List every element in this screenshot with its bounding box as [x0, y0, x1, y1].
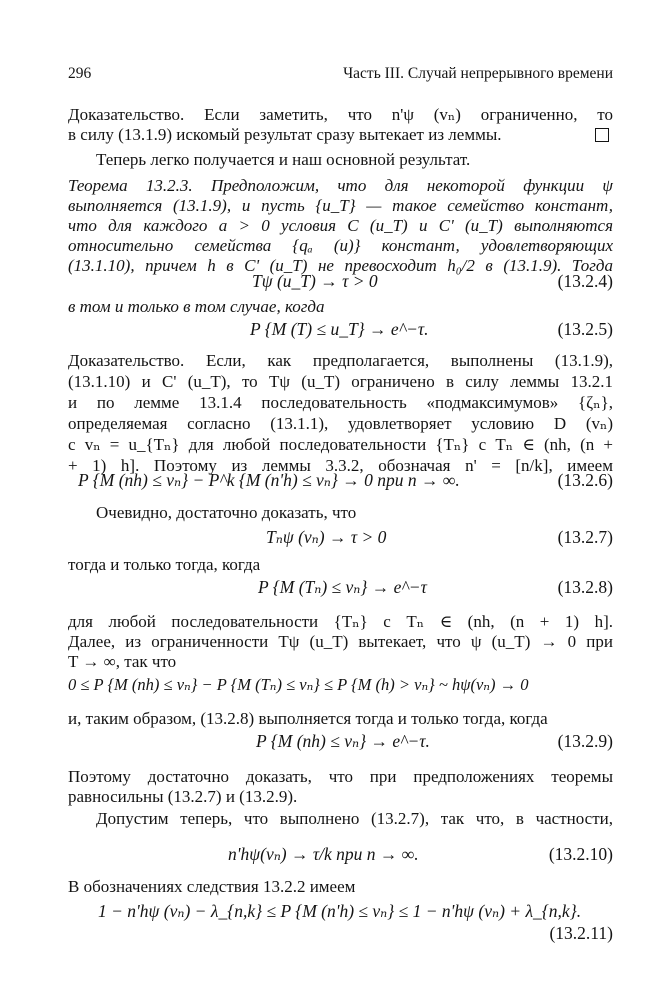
- equation-formula: Tₙψ (vₙ) → τ > 0: [266, 527, 387, 547]
- equation-formula: n'hψ(vₙ) → τ/k при n → ∞.: [228, 844, 419, 864]
- equation-formula: 0 ≤ P {M (nh) ≤ vₙ} − P {M (Tₙ) ≤ vₙ} ≤ P {M (h) > vₙ} ~ hψ(vₙ) → 0: [68, 675, 529, 694]
- equation-number: (13.2.10): [548, 844, 613, 864]
- equation-13-2-6: [68, 467, 613, 493]
- running-title: Часть III. Случай непрерывного времени: [343, 65, 613, 82]
- equation-number: (13.2.11): [549, 923, 613, 943]
- proof2-line-3: и по лемме 13.1.4 последовательность «подмаксимумов» {ζₙ},: [68, 393, 613, 412]
- equation-number: (13.2.7): [557, 527, 613, 547]
- intro-main-result: Теперь легко получается и наш основной результат.: [96, 150, 471, 169]
- equation-formula: 1 − n'hψ (vₙ) − λ_{n,k} ≤ P {M (n'h) ≤ vₙ} ≤ 1 − n'hψ (vₙ) + λ_{n,k}.: [98, 901, 582, 921]
- theorem-line-5: (13.1.10), причем h в C' (u_T) не превосходит h₀/2 в (13.1.9). Тогда: [68, 256, 613, 275]
- equation-13-2-4: [68, 268, 613, 294]
- proof2-line-1: Доказательство. Если, как предполагается, выполнены (13.1.9),: [68, 351, 613, 370]
- equation-number: (13.2.5): [557, 319, 613, 339]
- equation-formula: Tψ (u_T) → τ > 0: [252, 271, 378, 291]
- equation-13-2-8: [68, 574, 613, 600]
- equation-formula: P {M (nh) ≤ vₙ} − P^k {M (n'h) ≤ vₙ} → 0 при n → ∞.: [78, 470, 460, 490]
- proof-line-1: Доказательство. Если заметить, что n'ψ (vₙ) ограниченно, то: [68, 105, 613, 124]
- theorem-line-2: выполняется (13.1.9), и пусть {u_T} — такое семейство констант,: [68, 196, 613, 215]
- proof2-line-6: + 1) h]. Поэтому из леммы 3.3.2, обозначая n' = [n/k], имеем: [68, 456, 613, 475]
- conclusion-text: и, таким образом, (13.2.8) выполняется тогда и только тогда, когда: [68, 709, 548, 728]
- equation-13-2-7: [68, 524, 613, 550]
- equation-formula: P {M (T) ≤ u_T} → e^−τ.: [250, 319, 429, 339]
- theorem-13-2-3-line-1: Теорема 13.2.3. Предположим, что для некоторой функции ψ: [68, 176, 613, 195]
- equation-13-2-10: [68, 833, 613, 869]
- equation-number: (13.2.9): [557, 731, 613, 751]
- assume-text: Допустим теперь, что выполнено (13.2.7), так что, в частности,: [96, 809, 613, 828]
- sufficient-text: Очевидно, достаточно доказать, что: [96, 503, 357, 522]
- equation-number: (13.2.6): [557, 470, 613, 490]
- theorem-line-4: относительно семейства {qₐ (u)} констант, удовлетворяющих: [68, 236, 613, 255]
- theorem-line-3: что для каждого a > 0 условия C (u_T) и C' (u_T) выполняются: [68, 216, 613, 235]
- proof2-line-5: с vₙ = u_{Tₙ} для любой последовательности {Tₙ} с Tₙ ∈ (nh, (n +: [68, 435, 613, 454]
- boundedness-text: Далее, из ограниченности Tψ (u_T) вытекает, что ψ (u_T) → 0 при: [68, 632, 613, 651]
- page-number: 296: [68, 65, 92, 82]
- equation-formula: P {M (nh) ≤ vₙ} → e^−τ.: [256, 731, 430, 751]
- qed-square-icon: [595, 128, 609, 142]
- equation-13-2-11-number-row: [68, 920, 613, 946]
- equation-inequality: [68, 672, 613, 698]
- proof2-line-2: (13.1.10) и C' (u_T), то Tψ (u_T) ограничено в силу леммы 13.2.1: [68, 372, 613, 391]
- equation-number: (13.2.8): [557, 577, 613, 597]
- equation-formula: P {M (Tₙ) ≤ vₙ} → e^−τ: [258, 577, 427, 597]
- equivalence-line-2: равносильны (13.2.7) и (13.2.9).: [68, 787, 298, 806]
- equivalence-line-1: Поэтому достаточно доказать, что при предположениях теоремы: [68, 767, 613, 786]
- theorem-condition: в том и только в том случае, когда: [68, 297, 325, 316]
- equation-13-2-5: [68, 316, 613, 342]
- equation-number: (13.2.4): [557, 271, 613, 291]
- iff-text: тогда и только тогда, когда: [68, 555, 261, 574]
- equation-13-2-9: [68, 728, 613, 754]
- limit-text: T → ∞, так что: [68, 652, 177, 671]
- proof-line-2: в силу (13.1.9) искомый результат сразу вытекает из леммы.: [68, 124, 613, 146]
- proof2-line-4: определяемая согласно (13.1.1), удовлетворяет условию D (vₙ): [68, 414, 613, 433]
- notation-text: В обозначениях следствия 13.2.2 имеем: [68, 877, 356, 896]
- sequence-text: для любой последовательности {Tₙ} с Tₙ ∈ (nh, (n + 1) h].: [68, 612, 613, 631]
